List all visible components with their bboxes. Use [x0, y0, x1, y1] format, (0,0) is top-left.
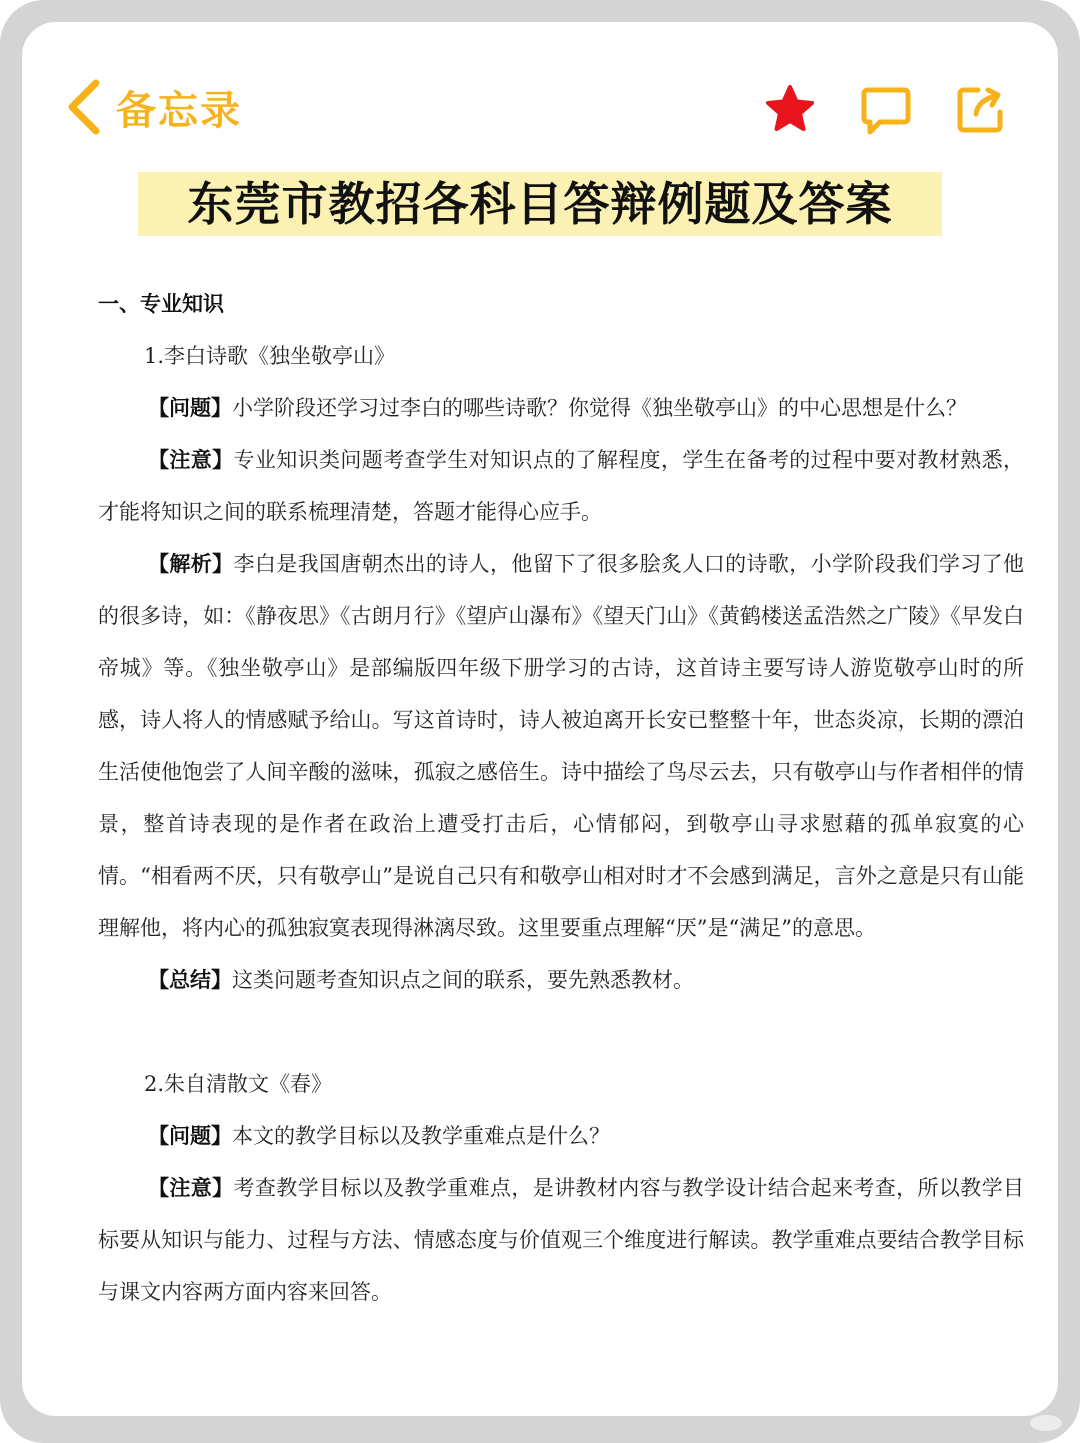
- share-icon[interactable]: [952, 82, 1008, 138]
- chevron-left-icon: [62, 77, 106, 137]
- back-button[interactable]: [62, 77, 242, 137]
- star-icon[interactable]: [762, 82, 818, 138]
- note-page: [22, 22, 1058, 1416]
- summary-tag: 【总结】: [148, 967, 232, 992]
- note-tag: 【注意】: [148, 447, 234, 472]
- watermark-icon: [1026, 1411, 1066, 1435]
- title-highlight: [138, 172, 942, 236]
- analysis-paragraph: [98, 538, 1024, 954]
- note-paragraph: [98, 1162, 1024, 1318]
- note-body: [98, 278, 1024, 1318]
- comment-icon[interactable]: [858, 82, 914, 138]
- item-heading: 2.朱自清散文《春》: [144, 1072, 333, 1096]
- question-tag: 【问题】: [148, 1123, 232, 1148]
- note-tag: 【注意】: [148, 1175, 234, 1200]
- analysis-text: 李白是我国唐朝杰出的诗人，他留下了很多脍炙人口的诗歌，小学阶段我们学习了他的很多诗，如：《静夜思》《古朗月行》《望庐山瀑布》《望天门山》《黄鹤楼送孟浩然之广陵》《早发白帝城》等。《独坐敬亭山》是部编版四年级下册学习的古诗，这首诗主要写诗人游览敬亭山时的所感，诗人将人的情感赋予给山。写这首诗时，诗人被迫离开长安已整整十年，世态炎凉，长期的漂泊生活使他饱尝了人间辛酸的滋味，孤寂之感倍生。诗中描绘了鸟尽云去，只有敬亭山与作者相伴的情景，整首诗表现的是作者在政治上遭受打击后，心情郁闷，到敬亭山寻求慰藉的孤单寂寞的心情。“相看两不厌，只有敬亭山”是说自己只有和敬亭山相对时才不会感到满足，言外之意是只有山能理解他，将内心的孤独寂寞表现得淋漓尽致。这里要重点理解“厌”是“满足”的意思。: [98, 552, 1024, 940]
- page-title: 东莞市教招各科目答辩例题及答案: [187, 177, 893, 231]
- spacer: [98, 1006, 1024, 1058]
- note-text: 考查教学目标以及教学重难点，是讲教材内容与教学设计结合起来考查，所以教学目标要从知识与能力、过程与方法、情感态度与价值观三个维度进行解读。教学重难点要结合教学目标与课文内容两方面内容来回答。: [98, 1176, 1024, 1304]
- question-tag: 【问题】: [148, 395, 232, 420]
- question-paragraph: [98, 1110, 1024, 1162]
- question-text: 本文的教学目标以及教学重难点是什么？: [232, 1124, 610, 1148]
- item-heading: 1.李白诗歌《独坐敬亭山》: [144, 344, 396, 368]
- top-nav-bar: [22, 22, 1058, 172]
- question-text: 小学阶段还学习过李白的哪些诗歌？你觉得《独坐敬亭山》的中心思想是什么？: [232, 396, 967, 420]
- note-text: 专业知识类问题考查学生对知识点的了解程度，学生在备考的过程中要对教材熟悉，才能将知识之间的联系梳理清楚，答题才能得心应手。: [98, 448, 1024, 524]
- note-paragraph: [98, 434, 1024, 538]
- section-heading: 一、专业知识: [98, 292, 224, 316]
- summary-paragraph: [98, 954, 1024, 1006]
- analysis-tag: 【解析】: [148, 551, 234, 576]
- back-label: 备忘录: [116, 87, 242, 134]
- summary-text: 这类问题考查知识点之间的联系，要先熟悉教材。: [232, 968, 694, 992]
- question-paragraph: [98, 382, 1024, 434]
